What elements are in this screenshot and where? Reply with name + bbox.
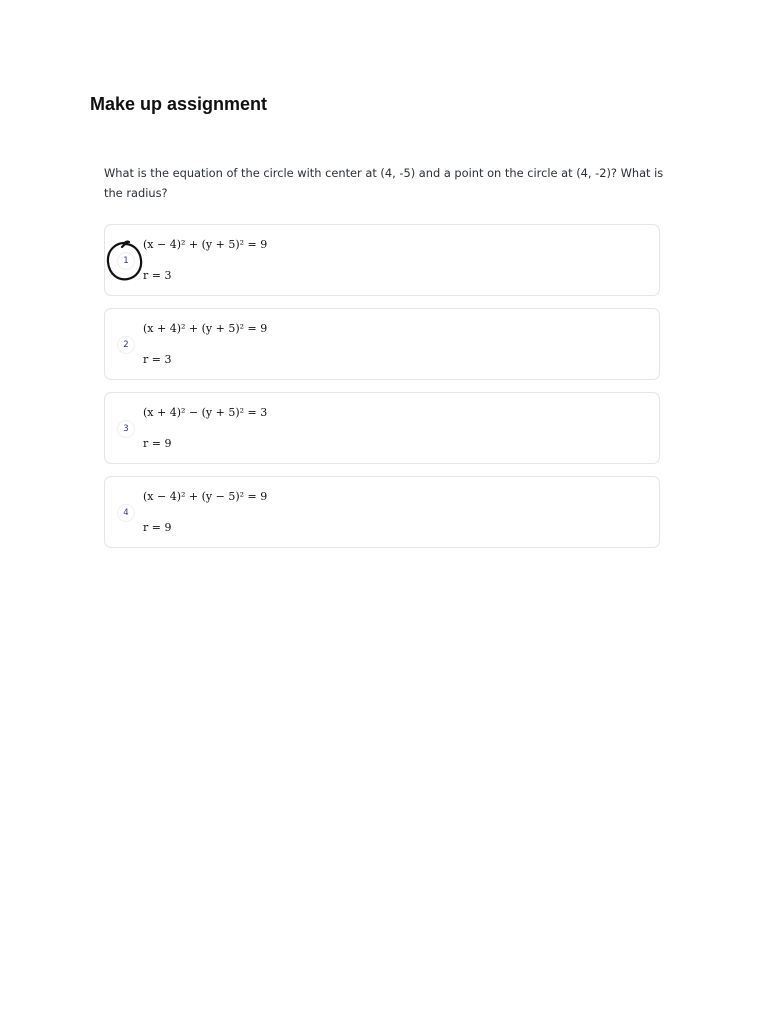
option-equation: (x − 4)² + (y + 5)² = 9 <box>143 238 268 251</box>
option-equation: (x + 4)² + (y + 5)² = 9 <box>143 322 268 335</box>
question-text: What is the equation of the circle with center at (4, -5) and a point on the circle at (4, -2)? What is the radius? <box>104 166 664 200</box>
handwritten-circle-mark <box>104 238 146 284</box>
answer-options <box>104 224 660 560</box>
page-title: Make up assignment <box>90 94 268 114</box>
answer-option-3[interactable] <box>104 392 660 464</box>
option-equation: (x − 4)² + (y − 5)² = 9 <box>143 490 268 503</box>
answer-option-1[interactable] <box>104 224 660 296</box>
option-number: 3 <box>117 420 135 438</box>
option-radius: r = 9 <box>143 437 172 450</box>
answer-option-4[interactable] <box>104 476 660 548</box>
answer-option-2[interactable] <box>104 308 660 380</box>
option-number: 2 <box>117 336 135 354</box>
option-equation: (x + 4)² − (y + 5)² = 3 <box>143 406 268 419</box>
option-number: 4 <box>117 504 135 522</box>
ink-stroke <box>108 242 141 280</box>
option-number: 1 <box>117 252 135 270</box>
option-radius: r = 9 <box>143 521 172 534</box>
option-radius: r = 3 <box>143 269 172 282</box>
option-radius: r = 3 <box>143 353 172 366</box>
